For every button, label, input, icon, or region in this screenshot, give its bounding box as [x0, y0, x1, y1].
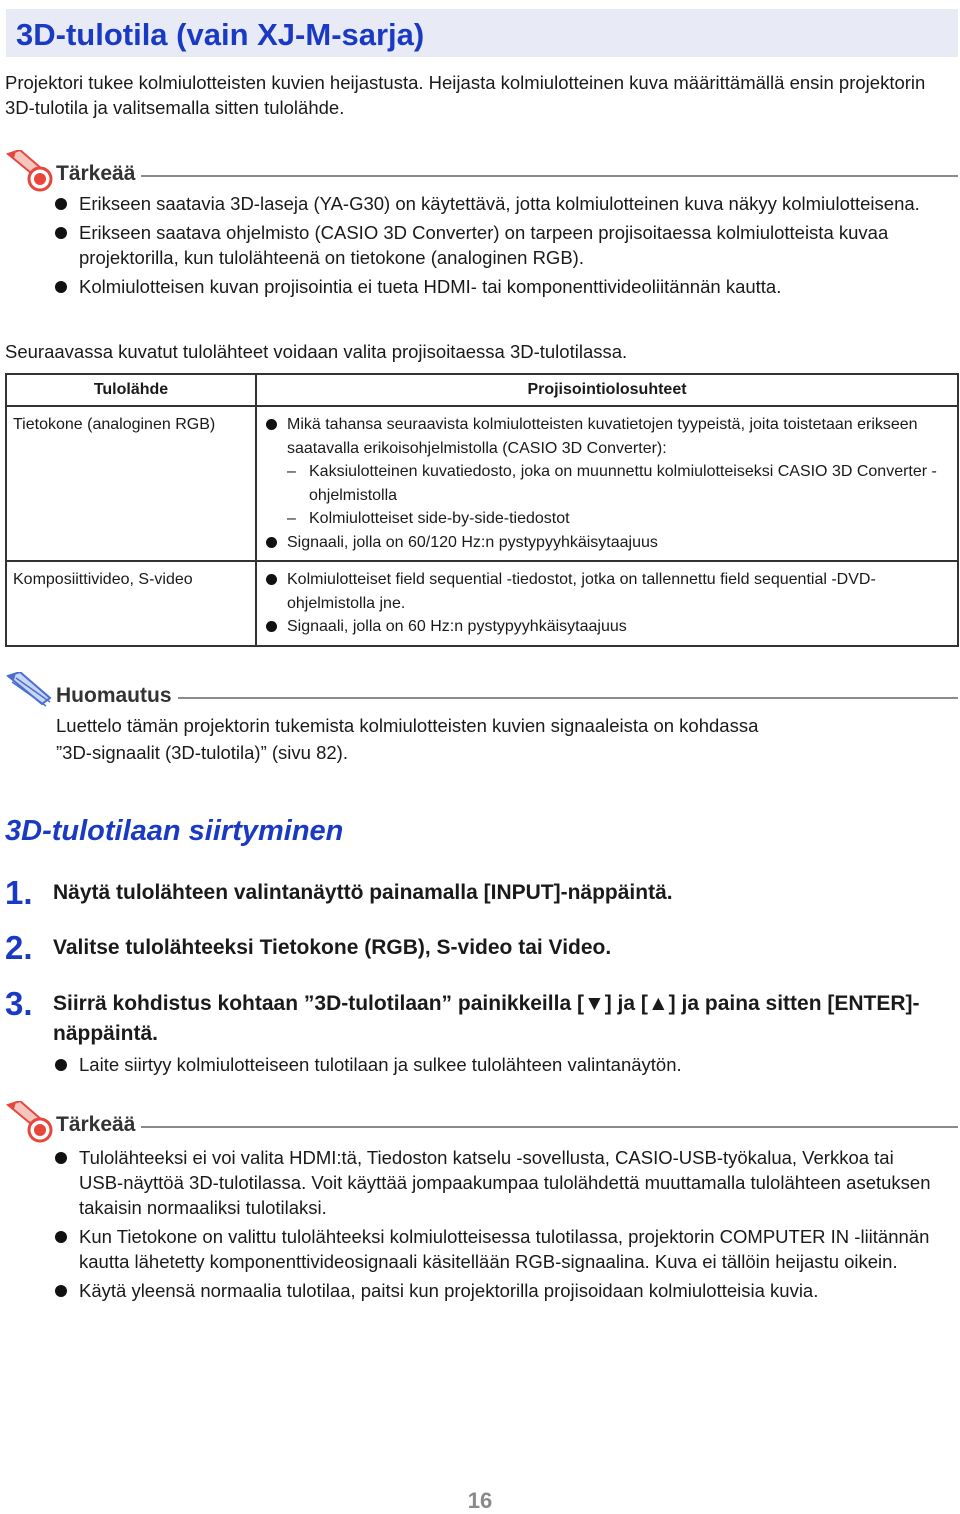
header-conditions: Projisointiolosuhteet: [256, 374, 958, 406]
section-title: 3D-tulotilaan siirtyminen: [5, 815, 344, 847]
important-label: Tärkeää: [56, 1113, 141, 1137]
table-row: [6, 561, 958, 646]
note-label: Huomautus: [56, 684, 178, 708]
step-3-bullets: [51, 1052, 951, 1081]
step-3: [5, 985, 945, 1055]
page-title: 3D-tulotila (vain XJ-M-sarja): [16, 17, 425, 52]
list-item: Mikä tahansa seuraavista kolmiulotteisten kuvatietojen tyypeistä, joita toistetaan erikseen saatavalla erikoisohjelmistolla (CASIO 3D Converter):: [263, 413, 951, 460]
list-item: Kun Tietokone on valittu tulolähteeksi kolmiulotteisessa tulotilassa, projektorin COMPUTER IN -liitännän kautta lähetetty komponenttivideosignaali käsitellään RGB-signaalina. Kuva ei tällöin heijastu oikein.: [51, 1224, 941, 1274]
pencil-warning-icon: [6, 1101, 58, 1143]
list-item: Tulolähteeksi ei voi valita HDMI:tä, Tiedoston katselu -sovellusta, CASIO-USB-työkalua, Verkkoa tai USB-näyttöä 3D-tulotilassa. Voit käyttää jompaakumpaa tulolähdettä muuttamalla tulolähteen asetuksen takaisin normaaliksi tulotilaksi.: [51, 1145, 941, 1220]
intro-text: Projektori tukee kolmiulotteisten kuvien heijastusta. Heijasta kolmiulotteinen kuva määrittämällä ensin projektorin 3D-tulotila ja valitsemalla sitten tulolähde.: [5, 72, 926, 118]
important-list-2: [51, 1145, 941, 1307]
conditions-cell: [256, 406, 958, 561]
pencil-note-icon: [6, 672, 58, 714]
list-item: Kolmiulotteiset field sequential -tiedostot, jotka on tallennettu field sequential -DVD-ohjelmistolla jne.: [263, 568, 951, 615]
step-number: 1.: [5, 874, 33, 911]
important-heading: [6, 150, 958, 190]
list-item: Signaali, jolla on 60/120 Hz:n pystypyyhkäisytaajuus: [263, 531, 951, 555]
important-list: [51, 191, 951, 303]
table-header-row: [6, 374, 958, 406]
list-item: Erikseen saatavia 3D-laseja (YA-G30) on käytettävä, jotta kolmiulotteinen kuva näkyy kolmiulotteisena.: [51, 191, 951, 216]
step-number: 3.: [5, 985, 33, 1022]
step-number: 2.: [5, 929, 33, 966]
pencil-warning-icon: [6, 150, 58, 192]
note-text: Luettelo tämän projektorin tukemista kolmiulotteisten kuvien signaaleista on kohdassa ”3D-signaalit (3D-tulotila)” (sivu 82).: [56, 715, 759, 763]
step-text: Näytä tulolähteen valintanäyttö painamalla [INPUT]-näppäintä.: [53, 881, 673, 904]
table-intro: Seuraavassa kuvatut tulolähteet voidaan valita projisoitaessa 3D-tulotilassa.: [5, 341, 628, 362]
note-heading: [6, 672, 958, 712]
title-bar: [6, 9, 958, 57]
source-cell: Komposiittivideo, S-video: [6, 561, 256, 646]
important-heading-2: [6, 1101, 958, 1141]
step-text: Valitse tulolähteeksi Tietokone (RGB), S-video tai Video.: [53, 936, 612, 959]
input-source-table: [5, 373, 959, 647]
page-number: 16: [467, 1488, 493, 1513]
header-source: Tulolähde: [6, 374, 256, 406]
table-row: [6, 406, 958, 561]
list-item: Kolmiulotteisen kuvan projisointia ei tueta HDMI- tai komponenttivideoliitännän kautta.: [51, 274, 951, 299]
step-1: [5, 874, 945, 914]
list-item: Erikseen saatava ohjelmisto (CASIO 3D Converter) on tarpeen projisoitaessa kolmiulotteista kuvaa projektorilla, kun tulolähteenä on tietokone (analoginen RGB).: [51, 220, 951, 270]
step-text: Siirrä kohdistus kohtaan ”3D-tulotilaan” painikkeilla [▼] ja [▲] ja paina sitten [ENTER]-näppäintä.: [53, 992, 920, 1045]
important-label: Tärkeää: [56, 162, 141, 186]
source-cell: Tietokone (analoginen RGB): [6, 406, 256, 561]
conditions-cell: [256, 561, 958, 646]
list-item: Signaali, jolla on 60 Hz:n pystypyyhkäisytaajuus: [263, 615, 951, 639]
list-item: Laite siirtyy kolmiulotteiseen tulotilaan ja sulkee tulolähteen valintanäytön.: [51, 1052, 951, 1077]
step-2: [5, 929, 945, 969]
list-item: Käytä yleensä normaalia tulotilaa, paitsi kun projektorilla projisoidaan kolmiulotteisia kuvia.: [51, 1278, 941, 1303]
list-item: – Kaksiulotteinen kuvatiedosto, joka on muunnettu kolmiulotteiseksi CASIO 3D Converter -ohjelmistolla: [287, 463, 937, 504]
list-item: – Kolmiulotteiset side-by-side-tiedostot: [287, 510, 570, 527]
